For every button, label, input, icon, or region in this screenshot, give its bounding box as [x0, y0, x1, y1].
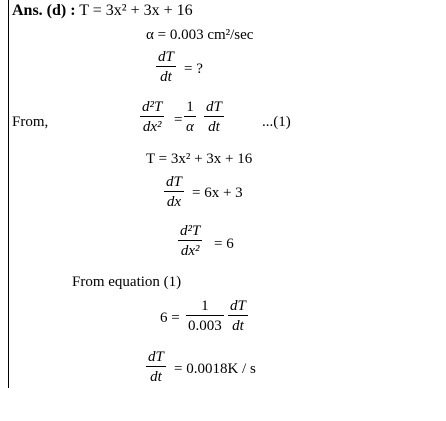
first-deriv-den: dx — [164, 191, 184, 210]
subst-fraction-2 — [228, 299, 248, 334]
result-rhs: = 0.0018K / s — [174, 361, 256, 377]
t-equation: T = 3x² + 3x + 16 — [146, 151, 253, 167]
second-deriv-den: dx² — [178, 240, 202, 259]
eq1-rhs2-num: dT — [206, 99, 222, 115]
subst-num-2: dT — [230, 298, 246, 314]
second-deriv-fraction — [178, 224, 202, 259]
answer-label: Ans. (d) : — [12, 2, 76, 19]
second-deriv-num: d²T — [180, 223, 201, 239]
find-rhs: = ? — [184, 61, 203, 77]
eq1-equals: = — [174, 112, 183, 128]
second-deriv-rhs: = 6 — [214, 236, 234, 252]
result-den: dt — [146, 366, 166, 385]
first-deriv-rhs: = 6x + 3 — [192, 185, 243, 201]
eq1-rhs2 — [204, 100, 224, 135]
answer-line — [12, 3, 193, 19]
result-fraction — [146, 350, 166, 385]
eq1-rhs — [184, 100, 196, 135]
subst-num: 1 — [201, 298, 209, 314]
result-num: dT — [148, 349, 164, 365]
eq1-rhs-num: 1 — [186, 99, 194, 115]
left-rule — [8, 0, 9, 388]
eq1-lhs — [140, 100, 164, 135]
subst-den: 0.003 — [186, 315, 224, 334]
subst-fraction — [186, 299, 224, 334]
find-fraction — [156, 50, 176, 85]
subst-den-2: dt — [228, 315, 248, 334]
eq1-lhs-den: dx² — [140, 116, 164, 135]
first-deriv-fraction — [164, 175, 184, 210]
eq1-tag: ...(1) — [262, 114, 291, 130]
find-num: dT — [158, 49, 174, 65]
subst-lhs: 6 = — [160, 310, 180, 326]
given-equation: T = 3x² + 3x + 16 — [79, 2, 193, 19]
find-den: dt — [156, 66, 176, 85]
from-label: From, — [12, 114, 49, 130]
alpha-value: α = 0.003 cm²/sec — [146, 27, 254, 43]
first-deriv-num: dT — [166, 174, 182, 190]
from-equation-label: From equation (1) — [72, 274, 182, 290]
eq1-rhs2-den: dt — [204, 116, 224, 135]
eq1-rhs-den: α — [184, 116, 196, 135]
eq1-lhs-num: d²T — [142, 99, 163, 115]
